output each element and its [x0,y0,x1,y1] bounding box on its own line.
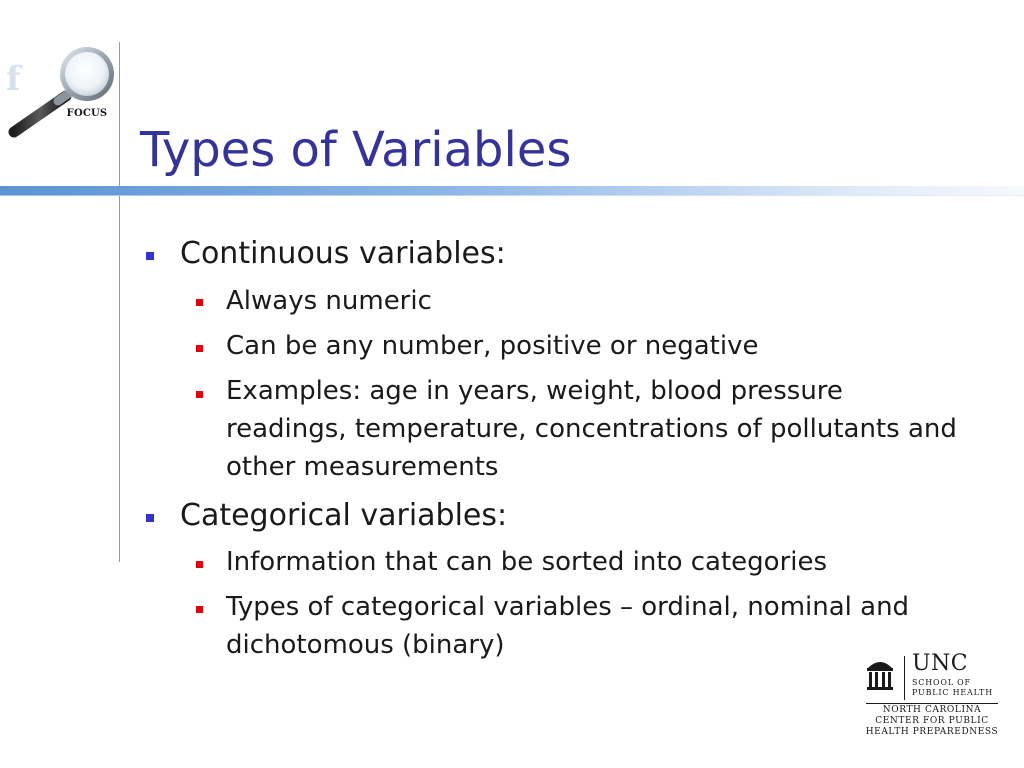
center-line-3: HEALTH PREPAREDNESS [865,727,999,737]
focus-logo [0,40,120,140]
sub-bullet-marker [196,606,203,613]
title-divider-bar [0,186,1024,195]
sub-bullet-marker [196,391,203,398]
sub-bullet-marker [196,299,203,306]
title-divider-line [0,195,1024,196]
sub-bullet-any-number: Can be any number, positive or negative [226,331,759,361]
center-line-1: NORTH CAROLINA [882,705,982,715]
sub-bullet-always-numeric: Always numeric [226,286,432,316]
bullet-marker [146,514,154,522]
unc-name: UNC [912,651,969,676]
vertical-rule [119,42,120,562]
unc-school-line-1: SCHOOL OF [912,678,971,687]
sub-bullet-marker [196,561,203,568]
sub-bullet-marker [196,345,203,352]
slide-title: Types of Variables [140,122,572,178]
bullet-continuous-variables: Continuous variables: [180,236,506,271]
focus-logo-text: FOCUS [66,108,108,119]
bullet-marker [146,252,154,260]
sub-bullet-types-of-categorical: Types of categorical variables – ordinal, nominal and dichotomous (binary) [226,592,910,660]
unc-logo-rule [866,703,998,704]
unc-logo [862,652,1002,742]
unc-logo-divider [904,656,905,700]
magnifying-glass-icon [0,40,120,140]
center-line-2: CENTER FOR PUBLIC [875,716,989,726]
unc-school-line-2: PUBLIC HEALTH [912,688,993,697]
svg-text:f: f [6,59,21,99]
sub-bullet-information-sorted: Information that can be sorted into categories [226,547,828,577]
bullet-categorical-variables: Categorical variables: [180,498,508,533]
sub-bullet-examples: Examples: age in years, weight, blood pressure readings, temperature, concentrations of pollutants and other measurements [226,376,957,482]
old-well-icon [866,656,894,692]
